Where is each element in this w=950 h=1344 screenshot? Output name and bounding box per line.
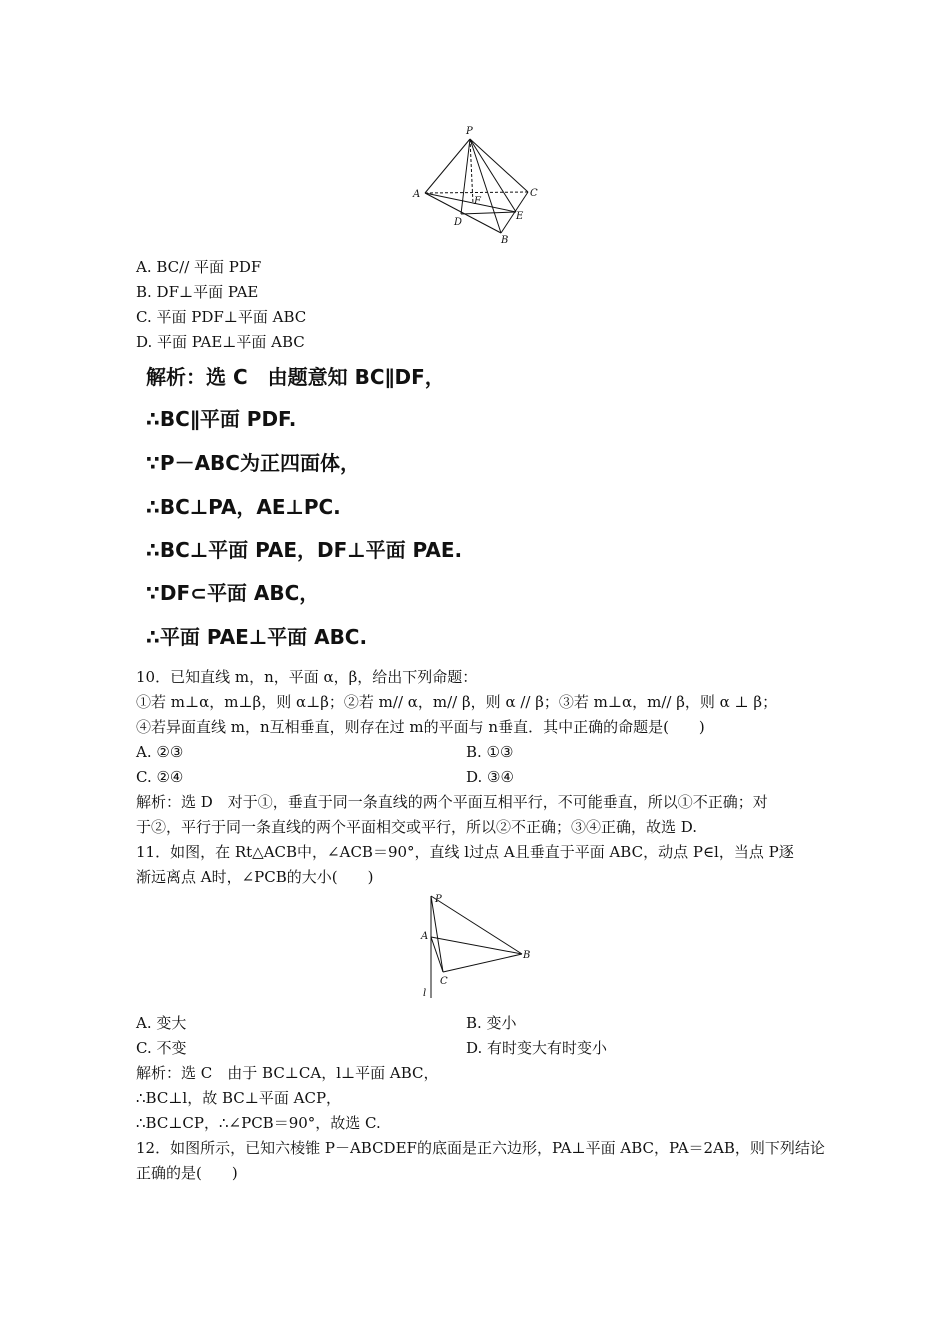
label-D: D	[454, 217, 463, 228]
q10-stem-line-3: ④若异面直线 m，n互相垂直，则存在过 m的平面与 n垂直．其中正确的命题是( )	[136, 718, 705, 736]
segment-AC	[431, 937, 443, 972]
label-A: A	[413, 189, 421, 200]
q10-stem-line-2: ①若 m⊥α，m⊥β，则 α⊥β；②若 m// α，m// β，则 α // β；③若 m⊥α，m// β，则 α ⊥ β；	[136, 693, 778, 711]
label-P: P	[435, 894, 442, 905]
label-B: B	[501, 235, 509, 246]
q10-stem-line-1: 10．已知直线 m，n，平面 α，β，给出下列命题：	[136, 668, 478, 686]
q11-solution-line-2: ∴BC⊥l，故 BC⊥平面 ACP，	[136, 1089, 342, 1107]
q10-option-a: A. ②③	[136, 743, 184, 761]
q11-option-d: D. 有时变大有时变小	[466, 1039, 608, 1057]
edge-PA	[425, 139, 470, 193]
q11-option-a: A. 变大	[136, 1014, 187, 1032]
q9-solution-line-4: ∴BC⊥PA，AE⊥PC.	[146, 495, 341, 519]
segment-DE	[461, 212, 516, 214]
q9-option-c: C. 平面 PDF⊥平面 ABC	[136, 308, 307, 326]
right-triangle-figure	[410, 892, 540, 1002]
q10-option-c: C. ②④	[136, 768, 184, 786]
label-P: P	[466, 126, 473, 137]
label-A: A	[421, 931, 429, 942]
q12-stem-line-1: 12．如图所示，已知六棱锥 P－ABCDEF的底面是正六边形，PA⊥平面 ABC，PA＝2AB，则下列结论	[136, 1139, 825, 1157]
q9-solution-line-7: ∴平面 PAE⊥平面 ABC.	[146, 625, 368, 649]
label-C: C	[440, 976, 448, 987]
q11-solution-line-1: 解析：选 C 由于 BC⊥CA，l⊥平面 ABC，	[136, 1064, 439, 1082]
q9-solution-line-1: 解析：选 C 由题意知 BC∥DF，	[146, 365, 445, 389]
tetrahedron-figure	[410, 122, 540, 246]
label-C: C	[530, 188, 538, 199]
label-B: B	[523, 950, 531, 961]
q10-option-b: B. ①③	[466, 743, 514, 761]
q9-solution-line-6: ∵DF⊂平面 ABC，	[146, 581, 320, 605]
segment-AE	[425, 193, 516, 212]
q9-solution-line-2: ∴BC∥平面 PDF.	[146, 407, 297, 431]
edge-AC-hidden	[425, 192, 528, 193]
label-l: l	[423, 988, 427, 999]
segment-PF-hidden	[470, 139, 473, 204]
q12-stem-line-2: 正确的是( )	[136, 1164, 238, 1182]
q11-option-b: B. 变小	[466, 1014, 517, 1032]
q11-option-c: C. 不变	[136, 1039, 187, 1057]
q10-option-d: D. ③④	[466, 768, 514, 786]
segment-PC	[431, 896, 443, 972]
q10-solution-line-1: 解析：选 D 对于①，垂直于同一条直线的两个平面互相平行，不可能垂直，所以①不正确；对	[136, 793, 768, 811]
q11-solution-line-3: ∴BC⊥CP，∴∠PCB＝90°，故选 C.	[136, 1114, 381, 1132]
q11-stem-line-2: 渐远离点 A时，∠PCB的大小( )	[136, 868, 374, 886]
q9-option-b: B. DF⊥平面 PAE	[136, 283, 259, 301]
q10-solution-line-2: 于②，平行于同一条直线的两个平面相交或平行，所以②不正确；③④正确，故选 D.	[136, 818, 698, 836]
q9-option-a: A. BC// 平面 PDF	[136, 258, 262, 276]
label-E: E	[516, 211, 524, 222]
q9-option-d: D. 平面 PAE⊥平面 ABC	[136, 333, 305, 351]
q9-solution-line-3: ∵P－ABC为正四面体，	[146, 451, 360, 475]
segment-CB	[443, 954, 522, 972]
q11-stem-line-1: 11．如图，在 Rt△ACB中，∠ACB＝90°，直线 l过点 A且垂直于平面 ABC，动点 P∈l，当点 P逐	[136, 843, 794, 861]
edge-PD	[461, 139, 470, 214]
label-F: F	[474, 196, 481, 207]
q9-solution-line-5: ∴BC⊥平面 PAE，DF⊥平面 PAE.	[146, 538, 463, 562]
